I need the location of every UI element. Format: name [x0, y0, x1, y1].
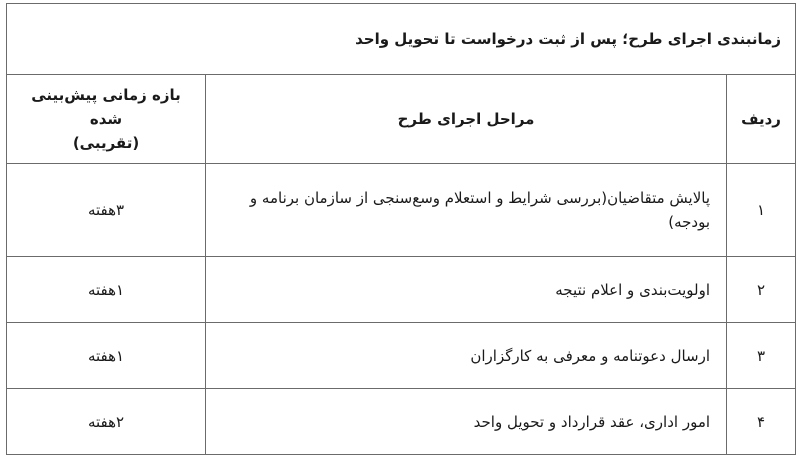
row-number: ۲: [727, 257, 796, 323]
row-number: ۳: [727, 323, 796, 389]
row-stage: امور اداری، عقد قرارداد و تحویل واحد: [206, 389, 727, 455]
table-title: زمانبندی اجرای طرح؛ پس از ثبت درخواست تا تحویل واحد: [7, 4, 796, 75]
row-number: ۱: [727, 164, 796, 257]
header-stage: مراحل اجرای طرح: [206, 75, 727, 164]
schedule-table: [6, 3, 796, 455]
row-duration: ۲هفته: [7, 389, 206, 455]
row-duration: ۳هفته: [7, 164, 206, 257]
schedule-table-container: [6, 3, 795, 450]
row-duration: ۱هفته: [7, 257, 206, 323]
row-number: ۴: [727, 389, 796, 455]
row-stage: اولویت‌بندی و اعلام نتیجه: [206, 257, 727, 323]
table-row: [7, 257, 796, 323]
table-row: [7, 389, 796, 455]
title-row: [7, 4, 796, 75]
header-time-line2: (تقریبی): [72, 134, 140, 152]
header-time: [7, 75, 206, 164]
header-row: [7, 75, 796, 164]
row-stage: ارسال دعوتنامه و معرفی به کارگزاران: [206, 323, 727, 389]
table-row: [7, 164, 796, 257]
row-duration: ۱هفته: [7, 323, 206, 389]
header-radif: ردیف: [727, 75, 796, 164]
table-row: [7, 323, 796, 389]
header-time-line1: بازه زمانی پیش‌بینی شده: [31, 86, 181, 128]
row-stage: پالایش متقاضیان(بررسی شرایط و استعلام وسع‌سنجی از سازمان برنامه و بودجه): [206, 164, 727, 257]
